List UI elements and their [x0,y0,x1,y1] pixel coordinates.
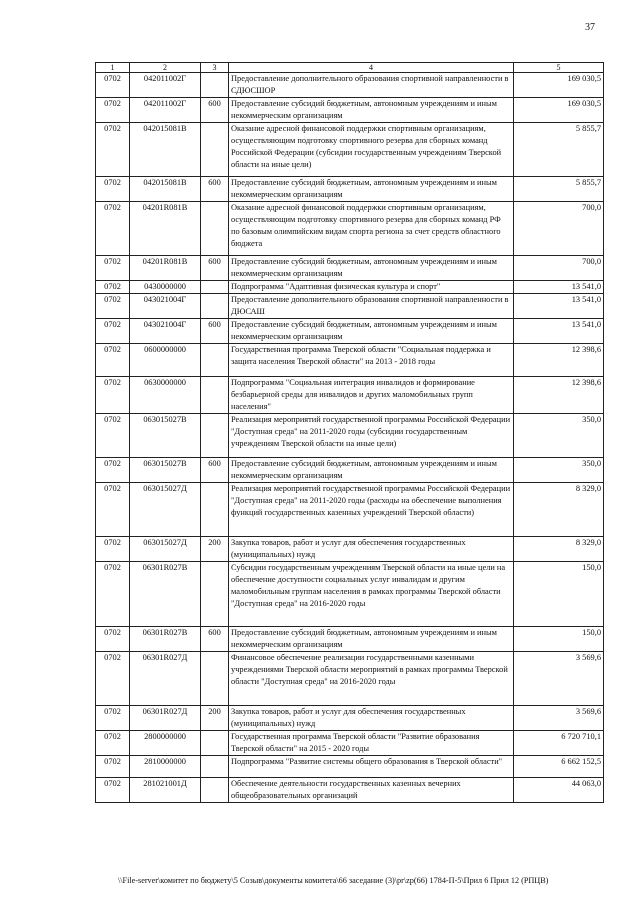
name-cell: Предоставление субсидий бюджетным, автономным учреждениям и иным некоммерческим организациям [229,627,514,652]
section-cell: 0702 [96,778,130,803]
type-cell [201,123,229,177]
name-cell: Реализация мероприятий государственной программы Российской Федерации "Доступная среда" на 2011-2020 годы (субсидии государственным учреждениям Тверской области на иные цели) [229,414,514,458]
type-cell [201,483,229,537]
table-header-row [96,63,604,73]
amount-cell: 13 541,0 [514,294,604,319]
table-row [96,778,604,803]
section-cell: 0702 [96,123,130,177]
type-cell [201,778,229,803]
type-cell [201,344,229,377]
type-cell [201,281,229,294]
section-cell: 0702 [96,73,130,98]
table-row [96,731,604,756]
section-cell: 0702 [96,706,130,731]
name-cell: Подпрограмма "Социальная интеграция инвалидов и формирование безбарьерной среды для инвалидов и других маломобильных групп населения" [229,377,514,414]
code-cell: 063015027Д [130,483,201,537]
name-cell: Подпрограмма "Развитие системы общего образования в Тверской области" [229,756,514,778]
code-cell: 042011002Г [130,98,201,123]
table-row [96,414,604,458]
budget-table [95,62,604,803]
table-row [96,377,604,414]
type-cell: 600 [201,177,229,202]
section-cell: 0702 [96,377,130,414]
section-cell: 0702 [96,98,130,123]
name-cell: Государственная программа Тверской области "Социальная поддержка и защита населения Тверской области" на 2013 - 2018 годы [229,344,514,377]
table-row [96,98,604,123]
section-cell: 0702 [96,294,130,319]
table-row [96,281,604,294]
table-row [96,202,604,256]
name-cell: Оказание адресной финансовой поддержки спортивным организациям, осуществляющим подготовку спортивного резерва для сборных команд РФ по базовым олимпийским видам спорта региона за счет средств областного бюджета [229,202,514,256]
amount-cell: 13 541,0 [514,281,604,294]
header-col-5: 5 [514,63,604,73]
section-cell: 0702 [96,202,130,256]
section-cell: 0702 [96,177,130,202]
amount-cell: 350,0 [514,414,604,458]
name-cell: Подпрограмма "Адаптивная физическая культура и спорт" [229,281,514,294]
amount-cell: 13 541,0 [514,319,604,344]
name-cell: Закупка товаров, работ и услуг для обеспечения государственных (муниципальных) нужд [229,706,514,731]
table-row [96,537,604,562]
code-cell: 06301R027В [130,627,201,652]
table-row [96,344,604,377]
table-row [96,706,604,731]
type-cell: 600 [201,98,229,123]
code-cell: 06301R027Д [130,652,201,706]
type-cell [201,294,229,319]
table-row [96,652,604,706]
amount-cell: 700,0 [514,202,604,256]
section-cell: 0702 [96,414,130,458]
header-col-1: 1 [96,63,130,73]
section-cell: 0702 [96,281,130,294]
name-cell: Предоставление субсидий бюджетным, автономным учреждениям и иным некоммерческим организациям [229,256,514,281]
section-cell: 0702 [96,483,130,537]
code-cell: 043021004Г [130,294,201,319]
name-cell: Предоставление субсидий бюджетным, автономным учреждениям и иным некоммерческим организациям [229,177,514,202]
name-cell: Предоставление дополнительного образования спортивной направленности в ДЮСАШ [229,294,514,319]
type-cell [201,377,229,414]
amount-cell: 700,0 [514,256,604,281]
amount-cell: 150,0 [514,562,604,627]
name-cell: Реализация мероприятий государственной программы Российской Федерации "Доступная среда" на 2011-2020 годы (расходы на обеспечение выполнения функций государственных казенных учреждений Тверской области) [229,483,514,537]
name-cell: Субсидии государственным учреждениям Тверской области на иные цели на обеспечение доступности социальных услуг инвалидам и другим маломобильным группам населения в рамках программы Тверской области "Доступная среда" на 2016-2020 годы [229,562,514,627]
amount-cell: 12 398,6 [514,377,604,414]
type-cell: 200 [201,706,229,731]
table-row [96,294,604,319]
page-number: 37 [585,22,595,33]
type-cell [201,652,229,706]
code-cell: 063015027Д [130,537,201,562]
code-cell: 0600000000 [130,344,201,377]
type-cell: 600 [201,319,229,344]
header-col-3: 3 [201,63,229,73]
code-cell: 063015027В [130,414,201,458]
table-row [96,458,604,483]
section-cell: 0702 [96,652,130,706]
amount-cell: 150,0 [514,627,604,652]
section-cell: 0702 [96,537,130,562]
type-cell [201,731,229,756]
amount-cell: 3 569,6 [514,706,604,731]
name-cell: Предоставление субсидий бюджетным, автономным учреждениям и иным некоммерческим организациям [229,98,514,123]
code-cell: 043021004Г [130,319,201,344]
amount-cell: 350,0 [514,458,604,483]
code-cell: 04201R081В [130,256,201,281]
type-cell [201,414,229,458]
table-row [96,177,604,202]
type-cell [201,756,229,778]
code-cell: 0430000000 [130,281,201,294]
name-cell: Предоставление субсидий бюджетным, автономным учреждениям и иным некоммерческим организациям [229,319,514,344]
name-cell: Предоставление дополнительного образования спортивной направленности в СДЮСШОР [229,73,514,98]
name-cell: Закупка товаров, работ и услуг для обеспечения государственных (муниципальных) нужд [229,537,514,562]
name-cell: Предоставление субсидий бюджетным, автономным учреждениям и иным некоммерческим организациям [229,458,514,483]
section-cell: 0702 [96,756,130,778]
table-row [96,627,604,652]
amount-cell: 12 398,6 [514,344,604,377]
code-cell: 0630000000 [130,377,201,414]
section-cell: 0702 [96,458,130,483]
header-col-4: 4 [229,63,514,73]
header-col-2: 2 [130,63,201,73]
amount-cell: 3 569,6 [514,652,604,706]
section-cell: 0702 [96,562,130,627]
table-row [96,756,604,778]
amount-cell: 169 030,5 [514,98,604,123]
type-cell: 600 [201,627,229,652]
type-cell: 200 [201,537,229,562]
amount-cell: 6 720 710,1 [514,731,604,756]
section-cell: 0702 [96,256,130,281]
amount-cell: 169 030,5 [514,73,604,98]
section-cell: 0702 [96,319,130,344]
table-row [96,73,604,98]
code-cell: 06301R027В [130,562,201,627]
type-cell [201,202,229,256]
name-cell: Обеспечение деятельности государственных казенных вечерних общеобразовательных организаций [229,778,514,803]
code-cell: 281021001Д [130,778,201,803]
table-row [96,319,604,344]
type-cell: 600 [201,458,229,483]
section-cell: 0702 [96,731,130,756]
table-body [96,73,604,803]
amount-cell: 5 855,7 [514,123,604,177]
code-cell: 04201R081В [130,202,201,256]
type-cell [201,73,229,98]
amount-cell: 8 329,0 [514,483,604,537]
code-cell: 2810000000 [130,756,201,778]
table-row [96,562,604,627]
amount-cell: 8 329,0 [514,537,604,562]
code-cell: 063015027В [130,458,201,483]
type-cell [201,562,229,627]
name-cell: Оказание адресной финансовой поддержки спортивным организациям, осуществляющим подготовку спортивного резерва для сборных команд Российской Федерации (субсидии государственным учреждениям Тверской области на иные цели) [229,123,514,177]
amount-cell: 44 063,0 [514,778,604,803]
section-cell: 0702 [96,344,130,377]
name-cell: Государственная программа Тверской области "Развитие образования Тверской области" на 2015 - 2020 годы [229,731,514,756]
type-cell: 600 [201,256,229,281]
amount-cell: 6 662 152,5 [514,756,604,778]
code-cell: 042011002Г [130,73,201,98]
table-row [96,123,604,177]
file-path-footer: \\File-server\комитет по бюджету\5 Созыв\документы комитета\66 заседание (3)\pr\zp(66) 1784-П-5\Прил 6 Прил 12 (РПЦВ) [118,876,549,885]
table-row [96,256,604,281]
table-row [96,483,604,537]
code-cell: 06301R027Д [130,706,201,731]
code-cell: 2800000000 [130,731,201,756]
code-cell: 042015081В [130,177,201,202]
amount-cell: 5 855,7 [514,177,604,202]
section-cell: 0702 [96,627,130,652]
name-cell: Финансовое обеспечение реализации государственными казенными учреждениями Тверской области мероприятий в рамках программы Тверской области "Доступная среда" на 2016-2020 годы [229,652,514,706]
code-cell: 042015081В [130,123,201,177]
